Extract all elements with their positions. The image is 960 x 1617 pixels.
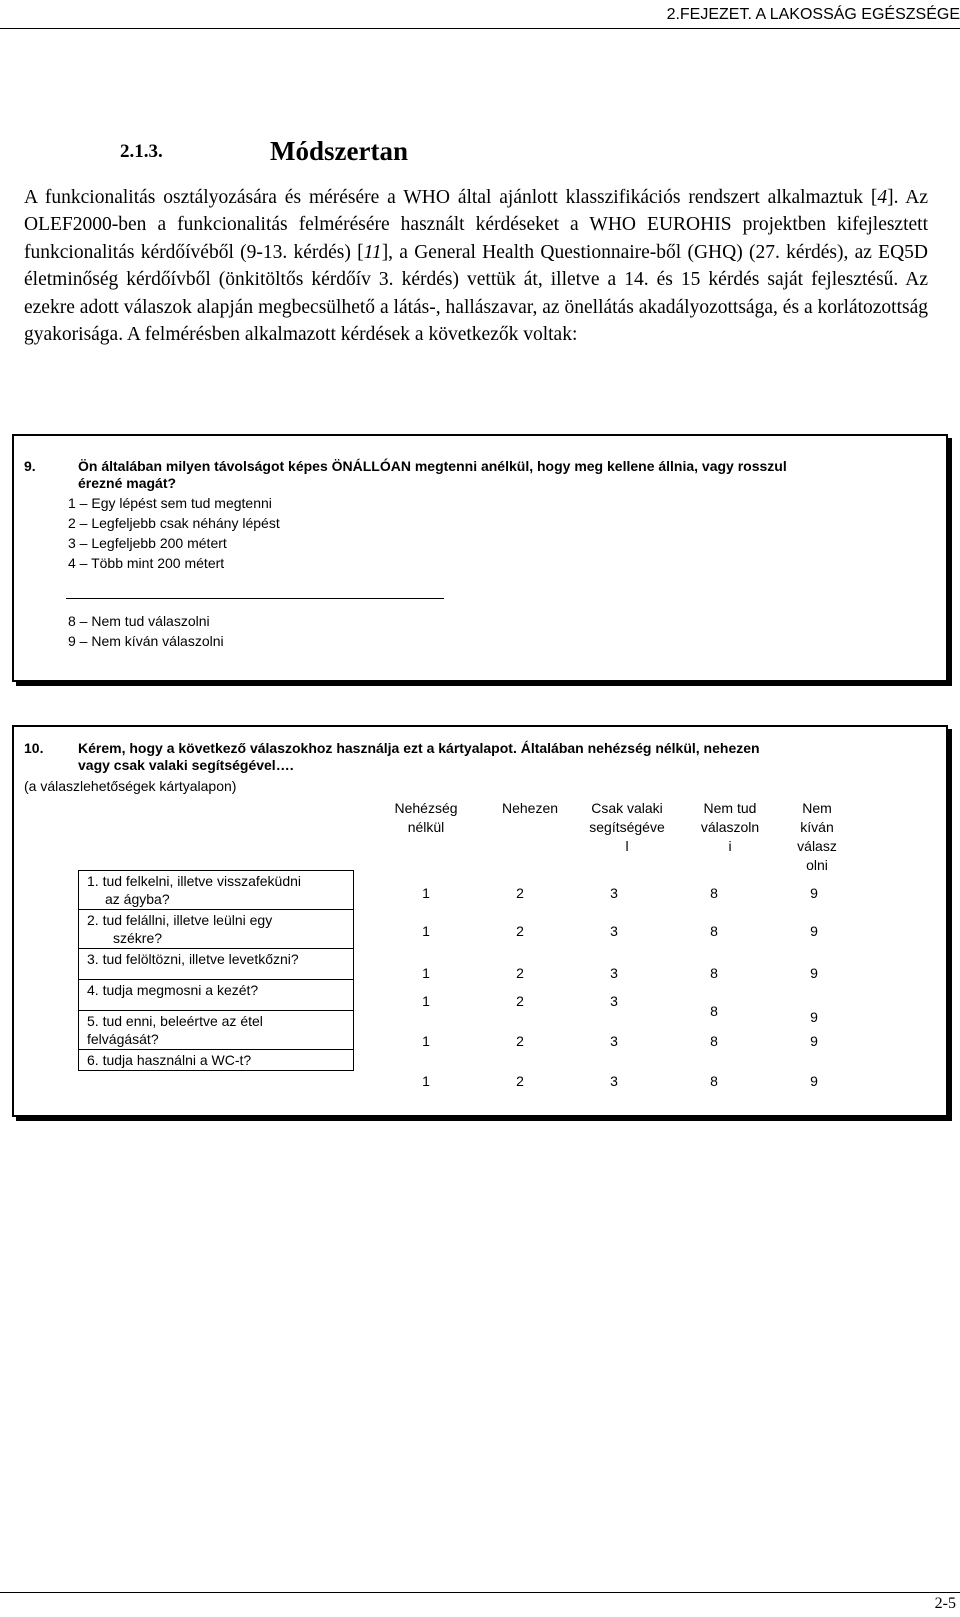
- answer-code: 8: [710, 923, 718, 939]
- column-header-cannot-answer: Nem tud válaszoln i: [700, 800, 760, 854]
- answer-code: 3: [610, 885, 618, 901]
- table-row: 5. tud enni, beleértve az étel felvágását?: [79, 1011, 354, 1050]
- answer-code: 8: [710, 1003, 718, 1019]
- intro-text-3: ], a General Health Questionnaire-ből (GHQ) (27. kérdés), az EQ5D életminőség kérdőívből (önkitöltős kérdőív 3. kérdés) vettük át, illetve a 14. és 15 kérdés saját fejlesztésű. Az ezekre adott válaszok alapján megbecsülhető a látás-, hallászavar, az önellátás akadályozottsága, és a korlátozottság gyakorisága. A felmérésben alkalmazott kérdések a következők voltak:: [24, 241, 928, 346]
- answer-code: 3: [610, 993, 618, 1009]
- answer-code: 1: [422, 993, 430, 1009]
- running-header: [0, 6, 960, 29]
- q9-option-2: 2 – Legfeljebb csak néhány lépést: [68, 515, 280, 531]
- answer-code: 9: [810, 1033, 818, 1049]
- table-row: 3. tud felöltözni, illetve levetkőzni?: [79, 949, 354, 980]
- answer-code: 2: [516, 965, 524, 981]
- section-title: Módszertan: [270, 136, 408, 166]
- answer-code: 2: [516, 1033, 524, 1049]
- answer-code: 8: [710, 1033, 718, 1049]
- answer-code: 1: [422, 885, 430, 901]
- answer-code: 9: [810, 1073, 818, 1089]
- table-row: 6. tudja használni a WC-t?: [79, 1050, 354, 1071]
- answer-code: 3: [610, 1073, 618, 1089]
- question-10-number: 10.: [24, 740, 44, 756]
- page-number: 2-5: [934, 1595, 956, 1612]
- intro-paragraph: [24, 184, 928, 348]
- q9-option-3: 3 – Legfeljebb 200 métert: [68, 535, 227, 551]
- intro-text-1: A funkcionalitás osztályozására és mérésére a WHO által ajánlott klasszifikációs rendszert alkalmaztuk [: [24, 187, 878, 208]
- question-10-line-2: vagy csak valaki segítségével….: [78, 757, 294, 773]
- answer-code: 1: [422, 1033, 430, 1049]
- answer-code: 8: [710, 965, 718, 981]
- answer-code: 2: [516, 923, 524, 939]
- answer-code: 3: [610, 965, 618, 981]
- answer-code: 3: [610, 923, 618, 939]
- answer-code: 3: [610, 1033, 618, 1049]
- q9-option-8: 8 – Nem tud válaszolni: [68, 613, 210, 629]
- answer-code: 2: [516, 885, 524, 901]
- column-header-no-difficulty: Nehézség nélkül: [394, 800, 458, 835]
- answer-code: 9: [810, 923, 818, 939]
- question-9-number: 9.: [24, 458, 36, 474]
- q9-option-1: 1 – Egy lépést sem tud megtenni: [68, 495, 272, 511]
- page-footer: [0, 1592, 960, 1613]
- table-row: 2. tud felállni, illetve leülni egy székre?: [79, 910, 354, 949]
- answer-code: 9: [810, 965, 818, 981]
- activities-table: [78, 870, 354, 1071]
- answer-code: 1: [422, 965, 430, 981]
- column-header-with-difficulty: Nehezen: [501, 800, 559, 816]
- section-heading: [120, 136, 408, 167]
- intro-text-2: ]. Az OLEF2000-ben a funkcionalitás felmérésére használt kérdéseket a WHO EUROHIS projektben kifejlesztett funkcionalitás kérdőívéből (9-13. kérdés) [: [24, 187, 929, 263]
- reference-4: 4: [877, 187, 888, 208]
- answer-code: 9: [810, 885, 818, 901]
- chapter-title: 2.FEJEZET. A LAKOSSÁG EGÉSZSÉGE: [666, 6, 960, 23]
- section-number: 2.1.3.: [120, 141, 163, 162]
- option-separator: [66, 598, 444, 599]
- answer-code: 2: [516, 993, 524, 1009]
- answer-code: 2: [516, 1073, 524, 1089]
- card-note: (a válaszlehetőségek kártyalapon): [24, 778, 237, 794]
- table-row: 1. tud felkelni, illetve visszafeküdni az ágyba?: [79, 871, 354, 910]
- column-header-only-with-help: Csak valaki segítségéve l: [589, 800, 665, 854]
- question-10-text: [24, 740, 760, 757]
- question-10-line-1: Kérem, hogy a következő válaszokhoz használja ezt a kártyalapot. Általában nehézség nélkül, nehezen: [78, 740, 760, 756]
- answer-code: 1: [422, 923, 430, 939]
- question-9-text: [24, 458, 787, 475]
- q9-option-4: 4 – Több mint 200 métert: [68, 555, 225, 571]
- column-header-refuses-answer: Nem kíván válasz olni: [797, 800, 837, 873]
- answer-code: 9: [810, 1009, 818, 1025]
- question-9-line-2: érezné magát?: [78, 475, 177, 491]
- q9-option-9: 9 – Nem kíván válaszolni: [68, 633, 224, 649]
- table-row: 4. tudja megmosni a kezét?: [79, 980, 354, 1011]
- question-10-box: [12, 725, 948, 1117]
- reference-11: 11: [363, 241, 382, 263]
- answer-code: 8: [710, 885, 718, 901]
- answer-code: 1: [422, 1073, 430, 1089]
- question-9-line-1: Ön általában milyen távolságot képes ÖNÁLLÓAN megtenni anélkül, hogy meg kellene állnia, vagy rosszul: [78, 458, 787, 474]
- question-9-box: [12, 434, 948, 682]
- answer-code: 8: [710, 1073, 718, 1089]
